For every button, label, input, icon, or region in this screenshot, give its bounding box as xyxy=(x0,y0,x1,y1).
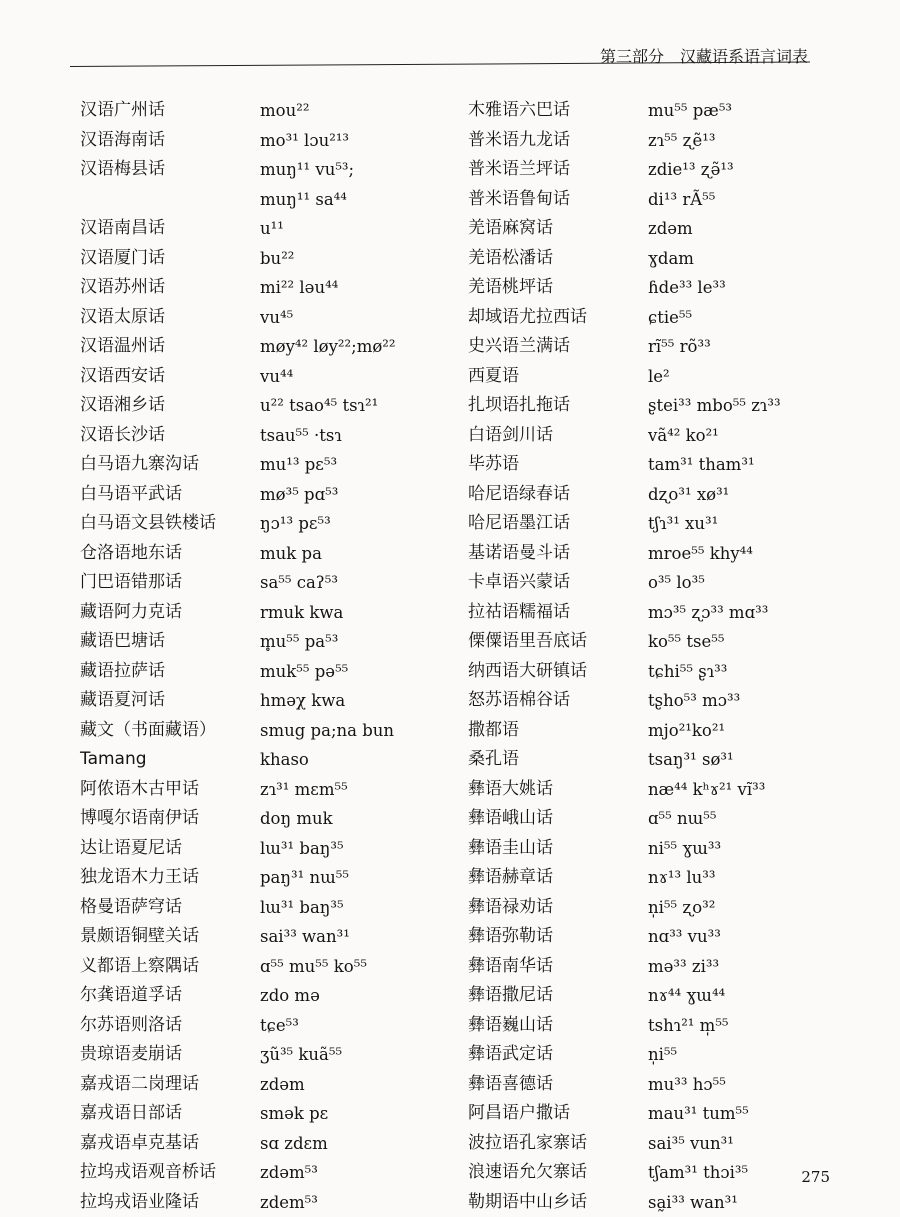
entry-row xyxy=(60,273,460,303)
entry-form: zɿ⁵⁵ ʐẽ¹³ xyxy=(648,126,715,156)
entry-form: dʐo³¹ xø³¹ xyxy=(648,480,729,510)
entry-form: lɯ³¹ baŋ³⁵ xyxy=(260,834,344,864)
entry-term: 普米语鲁甸话 xyxy=(468,185,570,215)
entry-row xyxy=(468,568,888,598)
entry-row xyxy=(468,863,888,893)
entry-row xyxy=(60,303,460,333)
entry-term: 扎坝语扎拖话 xyxy=(468,391,570,421)
entry-term: 藏语夏河话 xyxy=(80,686,165,716)
entry-form: paŋ³¹ nɯ⁵⁵ xyxy=(260,863,349,893)
entry-term: 怒苏语棉谷话 xyxy=(468,686,570,716)
entry-form: ɑ⁵⁵ mu⁵⁵ ko⁵⁵ xyxy=(260,952,367,982)
entry-row xyxy=(468,362,888,392)
entry-row xyxy=(468,332,888,362)
entry-term: 汉语厦门话 xyxy=(80,244,165,274)
entry-term: 尔苏语则洛话 xyxy=(80,1011,182,1041)
entry-term: 汉语广州话 xyxy=(80,96,165,126)
entry-term: 羌语桃坪话 xyxy=(468,273,553,303)
entry-term: 彝语南华话 xyxy=(468,952,553,982)
entry-form: smug pa;na bun xyxy=(260,716,394,746)
entry-form: smək pɛ xyxy=(260,1099,328,1129)
entry-row xyxy=(60,981,460,1011)
entry-term: 羌语松潘话 xyxy=(468,244,553,274)
entry-form: zdie¹³ ʐə̃¹³ xyxy=(648,155,734,185)
entry-term: 卡卓语兴蒙话 xyxy=(468,568,570,598)
entry-row xyxy=(468,539,888,569)
entry-term: 毕苏语 xyxy=(468,450,519,480)
entry-row xyxy=(60,185,460,215)
entry-form: vu⁴⁴ xyxy=(260,362,293,392)
entry-form: mo³¹ lɔu²¹³ xyxy=(260,126,349,156)
entry-term: 嘉戎语日部话 xyxy=(80,1099,182,1129)
entry-form: sa̰i³³ wan³¹ xyxy=(648,1188,738,1217)
entry-term: 桑孔语 xyxy=(468,745,519,775)
entry-row xyxy=(60,126,460,156)
entry-form: muk pa xyxy=(260,539,322,569)
entry-form: ni⁵⁵ ɣɯ³³ xyxy=(648,834,721,864)
entry-row xyxy=(468,303,888,333)
entry-row xyxy=(60,244,460,274)
entry-term: 汉语苏州话 xyxy=(80,273,165,303)
entry-row xyxy=(468,273,888,303)
entry-form: n̩i⁵⁵ ʐo³² xyxy=(648,893,715,923)
entry-term: 门巴语错那话 xyxy=(80,568,182,598)
entry-row xyxy=(60,480,460,510)
entry-row xyxy=(468,598,888,628)
entry-term: 汉语湘乡话 xyxy=(80,391,165,421)
entry-row xyxy=(468,244,888,274)
entry-form: mou²² xyxy=(260,96,309,126)
entry-term: 白语剑川话 xyxy=(468,421,553,451)
entry-term: 纳西语大研镇话 xyxy=(468,657,587,687)
entry-term: 独龙语木力王话 xyxy=(80,863,199,893)
entry-row xyxy=(468,775,888,805)
entry-row xyxy=(60,450,460,480)
entry-form: zdəm xyxy=(260,1070,305,1100)
entry-form: ŋɔ¹³ pɛ⁵³ xyxy=(260,509,331,539)
entry-form: mu³³ hɔ⁵⁵ xyxy=(648,1070,726,1100)
right-column xyxy=(468,96,888,1217)
entry-row xyxy=(60,1070,460,1100)
entry-row xyxy=(60,1011,460,1041)
entry-term: 羌语麻窝话 xyxy=(468,214,553,244)
entry-form: mø³⁵ pɑ⁵³ xyxy=(260,480,338,510)
entry-term: 勒期语中山乡话 xyxy=(468,1188,587,1217)
entry-row xyxy=(468,391,888,421)
entry-row xyxy=(468,627,888,657)
entry-form: ʒũ³⁵ kuã⁵⁵ xyxy=(260,1040,342,1070)
entry-term: 彝语峨山话 xyxy=(468,804,553,834)
entry-form: bu²² xyxy=(260,244,294,274)
entry-row xyxy=(468,126,888,156)
entry-row xyxy=(468,450,888,480)
entry-term: 达让语夏尼话 xyxy=(80,834,182,864)
entry-form: tɕe⁵³ xyxy=(260,1011,299,1041)
entry-form: tam³¹ tham³¹ xyxy=(648,450,755,480)
entry-term: 撒都语 xyxy=(468,716,519,746)
entry-form: mu¹³ pɛ⁵³ xyxy=(260,450,337,480)
entry-form: tɕhi⁵⁵ ʂɿ³³ xyxy=(648,657,727,687)
entry-row xyxy=(468,155,888,185)
entry-term: 藏语阿力克话 xyxy=(80,598,182,628)
entry-term: 藏文（书面藏语） xyxy=(80,716,216,746)
entry-form: ɦde³³ le³³ xyxy=(648,273,726,303)
entry-term: 波拉语孔家寨话 xyxy=(468,1129,587,1159)
entry-form: zdo mə xyxy=(260,981,320,1011)
entry-form: mu⁵⁵ pæ⁵³ xyxy=(648,96,732,126)
entry-row xyxy=(60,509,460,539)
entry-term: 阿侬语木古甲话 xyxy=(80,775,199,805)
entry-form: hməχ kwa xyxy=(260,686,345,716)
entry-term: 仓洛语地东话 xyxy=(80,539,182,569)
entry-term: 贵琼语麦崩话 xyxy=(80,1040,182,1070)
entry-term: 阿昌语户撒话 xyxy=(468,1099,570,1129)
entry-row xyxy=(468,185,888,215)
entry-term: Tamang xyxy=(80,745,147,775)
entry-row xyxy=(60,1040,460,1070)
entry-row xyxy=(60,1099,460,1129)
page-number: 275 xyxy=(801,1168,830,1186)
entry-row xyxy=(60,421,460,451)
entry-row xyxy=(468,1040,888,1070)
entry-form: rĩ⁵⁵ rõ³³ xyxy=(648,332,711,362)
entry-term: 汉语温州话 xyxy=(80,332,165,362)
entry-row xyxy=(468,214,888,244)
entry-row xyxy=(60,391,460,421)
entry-term: 汉语海南话 xyxy=(80,126,165,156)
entry-row xyxy=(60,332,460,362)
entry-term: 普米语兰坪话 xyxy=(468,155,570,185)
entry-term: 白马语文县铁楼话 xyxy=(80,509,216,539)
entry-row xyxy=(468,480,888,510)
entry-row xyxy=(60,539,460,569)
entry-row xyxy=(468,509,888,539)
entry-form: ɣdam xyxy=(648,244,694,274)
entry-term: 义都语上察隅话 xyxy=(80,952,199,982)
entry-row xyxy=(468,952,888,982)
entry-row xyxy=(60,1188,460,1217)
entry-row xyxy=(60,952,460,982)
entry-row xyxy=(468,1099,888,1129)
entry-term: 彝语圭山话 xyxy=(468,834,553,864)
entry-term: 彝语巍山话 xyxy=(468,1011,553,1041)
entry-form: lɯ³¹ baŋ³⁵ xyxy=(260,893,344,923)
entry-term: 傈僳语里吾底话 xyxy=(468,627,587,657)
entry-form: nɤ⁴⁴ ɣɯ⁴⁴ xyxy=(648,981,725,1011)
entry-term: 却域语尤拉西话 xyxy=(468,303,587,333)
entry-row xyxy=(468,922,888,952)
entry-row xyxy=(60,834,460,864)
entry-form: tshɿ²¹ m̩⁵⁵ xyxy=(648,1011,729,1041)
entry-form: zdəm xyxy=(648,214,693,244)
entry-row xyxy=(60,716,460,746)
entry-row xyxy=(468,834,888,864)
entry-form: vu⁴⁵ xyxy=(260,303,293,333)
entry-form: muŋ¹¹ vu⁵³; xyxy=(260,155,354,185)
entry-row xyxy=(60,568,460,598)
entry-form: o³⁵ lo³⁵ xyxy=(648,568,705,598)
entry-form: sai³³ wan³¹ xyxy=(260,922,350,952)
entry-form: zdem⁵³ xyxy=(260,1188,318,1217)
entry-row xyxy=(60,362,460,392)
entry-row xyxy=(60,1158,460,1188)
entry-form: nɤ¹³ lu³³ xyxy=(648,863,716,893)
entry-term: 彝语大姚话 xyxy=(468,775,553,805)
entry-term: 汉语南昌话 xyxy=(80,214,165,244)
entry-form: m̥u⁵⁵ pa⁵³ xyxy=(260,627,338,657)
entry-form: næ⁴⁴ kʰɤ²¹ vĩ³³ xyxy=(648,775,765,805)
entry-form: mjo²¹ko²¹ xyxy=(648,716,725,746)
entry-row xyxy=(468,981,888,1011)
entry-term: 彝语弥勒话 xyxy=(468,922,553,952)
entry-term: 汉语梅县话 xyxy=(80,155,165,185)
entry-row xyxy=(468,804,888,834)
entry-row xyxy=(468,1129,888,1159)
entry-row xyxy=(60,863,460,893)
entry-form: mə³³ zi³³ xyxy=(648,952,719,982)
entry-term: 基诺语曼斗话 xyxy=(468,539,570,569)
entry-form: ɕtie⁵⁵ xyxy=(648,303,692,333)
entry-form: zɿ³¹ mɛm⁵⁵ xyxy=(260,775,348,805)
entry-form: ko⁵⁵ tse⁵⁵ xyxy=(648,627,725,657)
entry-term: 藏语拉萨话 xyxy=(80,657,165,687)
entry-term: 嘉戎语卓克基话 xyxy=(80,1129,199,1159)
entry-term: 拉坞戎语观音桥话 xyxy=(80,1158,216,1188)
entry-form: mroe⁵⁵ khy⁴⁴ xyxy=(648,539,753,569)
entry-form: vã⁴² ko²¹ xyxy=(648,421,719,451)
entry-form: nɑ³³ vu³³ xyxy=(648,922,721,952)
entry-row xyxy=(60,804,460,834)
entry-form: tsaŋ³¹ sø³¹ xyxy=(648,745,734,775)
entry-term: 普米语九龙话 xyxy=(468,126,570,156)
entry-form: mau³¹ tum⁵⁵ xyxy=(648,1099,749,1129)
entry-term: 白马语平武话 xyxy=(80,480,182,510)
entry-row xyxy=(60,745,460,775)
entry-term: 木雅语六巴话 xyxy=(468,96,570,126)
entry-term: 史兴语兰满话 xyxy=(468,332,570,362)
entry-form: sai³⁵ vun³¹ xyxy=(648,1129,734,1159)
entry-term: 格曼语萨穹话 xyxy=(80,893,182,923)
entry-form: khaso xyxy=(260,745,309,775)
entry-term: 彝语禄劝话 xyxy=(468,893,553,923)
entry-form: muŋ¹¹ sa⁴⁴ xyxy=(260,185,347,215)
entry-form: di¹³ rÃ⁵⁵ xyxy=(648,185,715,215)
entry-row xyxy=(60,922,460,952)
entry-term: 嘉戎语二岗理话 xyxy=(80,1070,199,1100)
entry-row xyxy=(468,421,888,451)
entry-row xyxy=(60,627,460,657)
entry-row xyxy=(60,893,460,923)
entry-term: 汉语西安话 xyxy=(80,362,165,392)
entry-term: 汉语长沙话 xyxy=(80,421,165,451)
running-header: 第三部分 汉藏语系语言词表 xyxy=(600,44,808,67)
entry-form: tsau⁵⁵ ·tsɿ xyxy=(260,421,342,451)
entry-row xyxy=(60,657,460,687)
entry-row xyxy=(60,598,460,628)
entry-term: 彝语撒尼话 xyxy=(468,981,553,1011)
entry-form: sa⁵⁵ caʔ⁵³ xyxy=(260,568,338,598)
entry-term: 景颇语铜壁关话 xyxy=(80,922,199,952)
entry-row xyxy=(60,1129,460,1159)
entry-row xyxy=(60,775,460,805)
left-column xyxy=(60,96,460,1217)
entry-row xyxy=(60,155,460,185)
entry-row xyxy=(60,214,460,244)
entry-row xyxy=(468,716,888,746)
entry-form: zdəm⁵³ xyxy=(260,1158,318,1188)
entry-form: tʃɿ³¹ xu³¹ xyxy=(648,509,718,539)
entry-form: muk⁵⁵ pə⁵⁵ xyxy=(260,657,348,687)
entry-term: 哈尼语绿春话 xyxy=(468,480,570,510)
entry-term: 哈尼语墨江话 xyxy=(468,509,570,539)
entry-term: 拉祜语糯福话 xyxy=(468,598,570,628)
entry-row xyxy=(60,96,460,126)
entry-row xyxy=(60,686,460,716)
entry-term: 拉坞戎语业隆话 xyxy=(80,1188,199,1217)
entry-row xyxy=(468,1011,888,1041)
entry-term: 西夏语 xyxy=(468,362,519,392)
entry-row xyxy=(468,686,888,716)
entry-row xyxy=(468,1070,888,1100)
entry-term: 彝语武定话 xyxy=(468,1040,553,1070)
entry-form: mɔ³⁵ ʐɔ³³ mɑ³³ xyxy=(648,598,768,628)
entry-form: rmuk kwa xyxy=(260,598,343,628)
entry-form: ɑ⁵⁵ nɯ⁵⁵ xyxy=(648,804,717,834)
entry-term: 博嘎尔语南伊话 xyxy=(80,804,199,834)
entry-form: tʃam³¹ thɔi³⁵ xyxy=(648,1158,748,1188)
entry-row xyxy=(468,96,888,126)
entry-row xyxy=(468,745,888,775)
entry-form: u¹¹ xyxy=(260,214,284,244)
entry-form: mi²² ləu⁴⁴ xyxy=(260,273,338,303)
entry-term: 浪速语允欠寨话 xyxy=(468,1158,587,1188)
entry-term: 汉语太原话 xyxy=(80,303,165,333)
entry-form: ʂtei³³ mbo⁵⁵ zɿ³³ xyxy=(648,391,781,421)
entry-term: 白马语九寨沟话 xyxy=(80,450,199,480)
entry-form: n̩i⁵⁵ xyxy=(648,1040,677,1070)
entry-form: tʂho⁵³ mɔ³³ xyxy=(648,686,740,716)
entry-term: 藏语巴塘话 xyxy=(80,627,165,657)
entry-form: doŋ muk xyxy=(260,804,333,834)
entry-form: sɑ zdɛm xyxy=(260,1129,328,1159)
entry-term: 彝语赫章话 xyxy=(468,863,553,893)
entry-form: le² xyxy=(648,362,670,392)
entry-term: 尔龚语道孚话 xyxy=(80,981,182,1011)
entry-row xyxy=(468,657,888,687)
entry-form: u²² tsao⁴⁵ tsɿ²¹ xyxy=(260,391,378,421)
entry-row xyxy=(468,893,888,923)
entry-term: 彝语喜德话 xyxy=(468,1070,553,1100)
entry-row xyxy=(468,1188,888,1217)
entry-form: møy⁴² løy²²;mø²² xyxy=(260,332,396,362)
